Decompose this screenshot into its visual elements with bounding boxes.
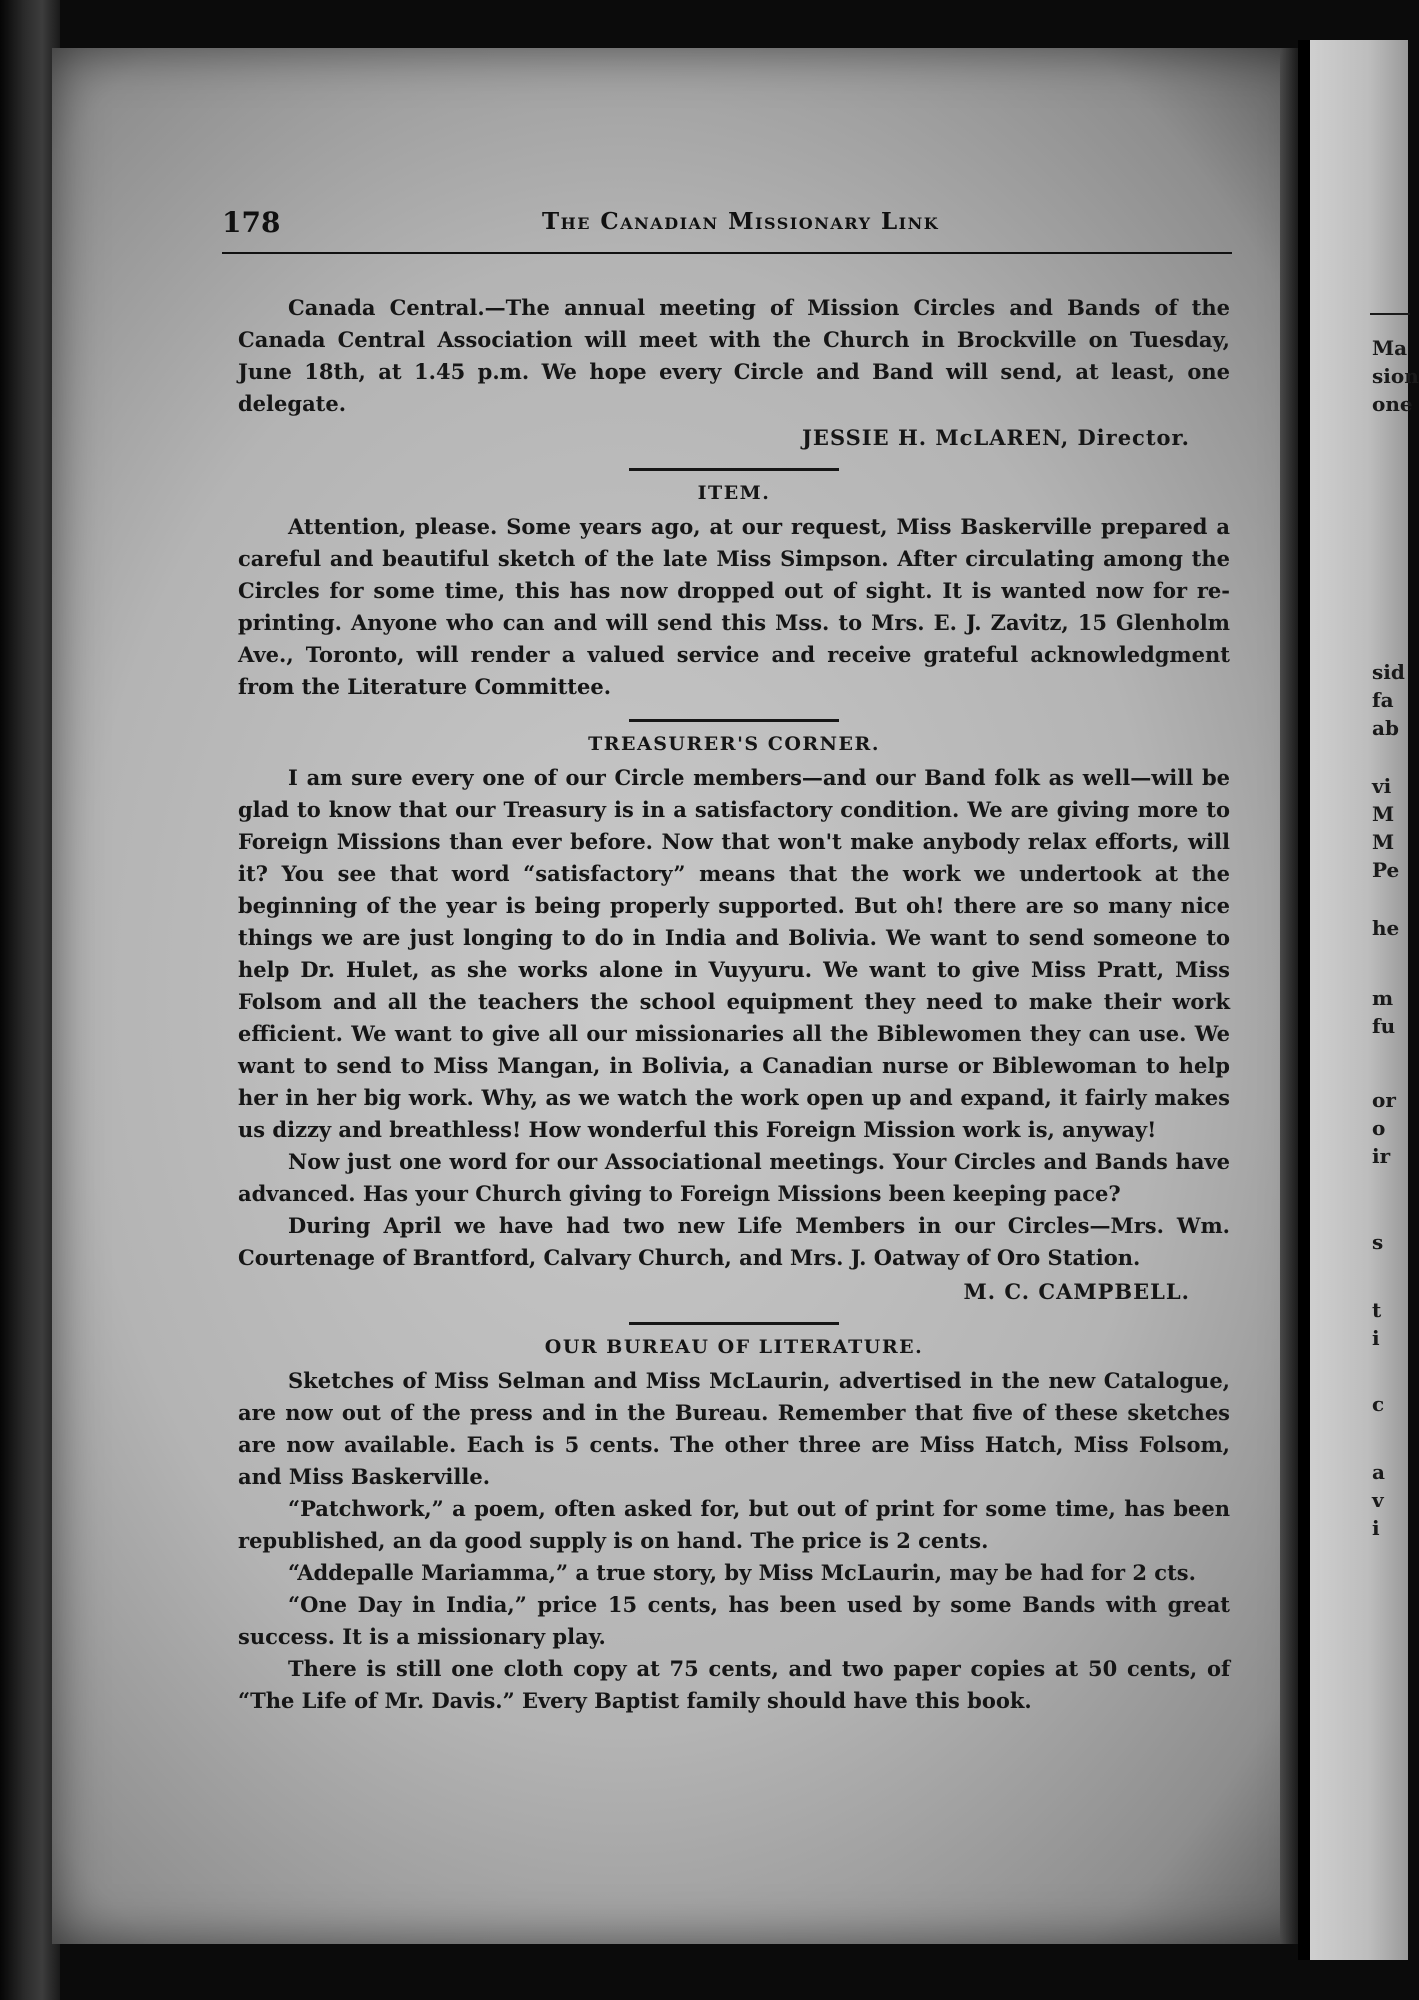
bureau-section: [238, 1331, 1230, 1717]
treasurer-paragraph: Now just one word for our Associational meetings. Your Circles and Bands have advanced. Has your Church giving to Foreign Missions been keeping pace?: [238, 1149, 1230, 1206]
adjacent-fragment: s: [1372, 1230, 1384, 1254]
adjacent-fragment: i: [1372, 1516, 1380, 1540]
adjacent-fragment: one: [1372, 392, 1413, 416]
item-section: [238, 477, 1230, 703]
adjacent-fragment: M: [1372, 802, 1395, 826]
page-header: [222, 206, 1232, 254]
bureau-paragraph: There is still one cloth copy at 75 cents, and two paper copies at 50 cents, of “The Life of Mr. Davis.” Every Baptist family should have this book.: [238, 1656, 1230, 1713]
adjacent-fragment: vi: [1372, 774, 1392, 798]
bureau-paragraph: “Patchwork,” a poem, often asked for, but out of print for some time, has been republished, an da good supply is on hand. The price is 2 cents.: [238, 1496, 1230, 1553]
adjacent-fragment: Ma: [1372, 336, 1408, 360]
page-content: [238, 292, 1230, 1717]
adjacent-fragment: fa: [1372, 688, 1394, 712]
treasurer-signature: M. C. CAMPBELL.: [963, 1279, 1190, 1304]
adjacent-fragment: m: [1372, 986, 1394, 1010]
page-number: 178: [222, 206, 281, 239]
bureau-paragraph: “One Day in India,” price 15 cents, has been used by some Bands with great success. It is a missionary play.: [238, 1592, 1230, 1649]
bureau-paragraph: Sketches of Miss Selman and Miss McLaurin, advertised in the new Catalogue, are now out of the press and in the Bureau. Remember that five of these sketches are now available. Each is 5 cents. The other three are Miss Hatch, Miss Folsom, and Miss Baskerville.: [238, 1368, 1230, 1489]
book-binding: [0, 0, 60, 2000]
adjacent-page: [1310, 40, 1419, 1960]
adjacent-fragment: v: [1372, 1488, 1384, 1512]
bureau-heading: OUR BUREAU OF LITERATURE.: [544, 1336, 924, 1358]
adjacent-fragment: sion: [1372, 364, 1419, 388]
adjacent-fragment: a: [1372, 1460, 1385, 1484]
section-divider: [629, 468, 839, 471]
adjacent-fragment: i: [1372, 1326, 1380, 1350]
adjacent-fragment: sid: [1372, 660, 1405, 684]
running-head: The Canadian Missionary Link: [542, 208, 940, 235]
treasurer-paragraph: I am sure every one of our Circle members—and our Band folk as well—will be glad to know that our Treasury is in a satisfactory condition. We are giving more to Foreign Missions than ever before. Now that won't make anybody relax efforts, will it? You see that word “satisfactory” means that the work we undertook at the beginning of the year is being properly supported. But oh! there are so many nice things we are just longing to do in India and Bolivia. We want to send someone to help Dr. Hulet, as she works alone in Vuyyuru. We want to give Miss Pratt, Miss Folsom and all the teachers the school equipment they need to make their work efficient. We want to give all our missionaries all the Biblewomen they can use. We want to send to Miss Mangan, in Bolivia, a Canadian nurse or Biblewoman to help her in her big work. Why, as we watch the work open up and expand, it fairly makes us dizzy and breathless! How wonderful this Foreign Mission work is, anyway!: [238, 765, 1230, 1142]
treasurer-section: [238, 728, 1230, 1308]
adjacent-fragment: M: [1372, 830, 1395, 854]
adjacent-fragment: he: [1372, 916, 1400, 940]
canada-central-paragraph: Canada Central.—The annual meeting of Mission Circles and Bands of the Canada Central Association will meet with the Church in Brockville on Tuesday, June 18th, at 1.45 p.m. We hope every Circle and Band will send, at least, one delegate.: [238, 295, 1230, 416]
adjacent-fragment: fu: [1372, 1014, 1396, 1038]
adjacent-page-rule: [1370, 313, 1410, 315]
canada-central-signature: JESSIE H. McLAREN, Director.: [802, 425, 1190, 450]
item-paragraph: Attention, please. Some years ago, at our request, Miss Baskerville prepared a careful and beautiful sketch of the late Miss Simpson. After circulating among the Circles for some time, this has now dropped out of sight. It is wanted now for re-printing. Anyone who can and will send this Mss. to Mrs. E. J. Zavitz, 15 Glenholm Ave., Toronto, will render a valued service and receive grateful acknowledgment from the Literature Committee.: [238, 514, 1230, 699]
treasurer-paragraph: During April we have had two new Life Members in our Circles—Mrs. Wm. Courtenage of Brantford, Calvary Church, and Mrs. J. Oatway of Oro Station.: [238, 1213, 1230, 1270]
section-divider: [629, 1322, 839, 1325]
adjacent-fragment: Pe: [1372, 858, 1400, 882]
adjacent-fragment: c: [1372, 1392, 1385, 1416]
section-divider: [629, 719, 839, 722]
adjacent-fragment: ab: [1372, 716, 1399, 740]
treasurer-heading: TREASURER'S CORNER.: [588, 733, 880, 755]
adjacent-fragment: ir: [1372, 1144, 1391, 1168]
page-gutter: [1298, 40, 1310, 1960]
item-heading: ITEM.: [697, 482, 771, 504]
adjacent-fragment: or: [1372, 1088, 1396, 1112]
adjacent-fragment: t: [1372, 1298, 1382, 1322]
adjacent-fragment: o: [1372, 1116, 1386, 1140]
page-edge-shadow: [1280, 48, 1298, 1944]
canada-central-section: [238, 292, 1230, 454]
bureau-paragraph: “Addepalle Mariamma,” a true story, by Miss McLaurin, may be had for 2 cts.: [288, 1560, 1196, 1585]
